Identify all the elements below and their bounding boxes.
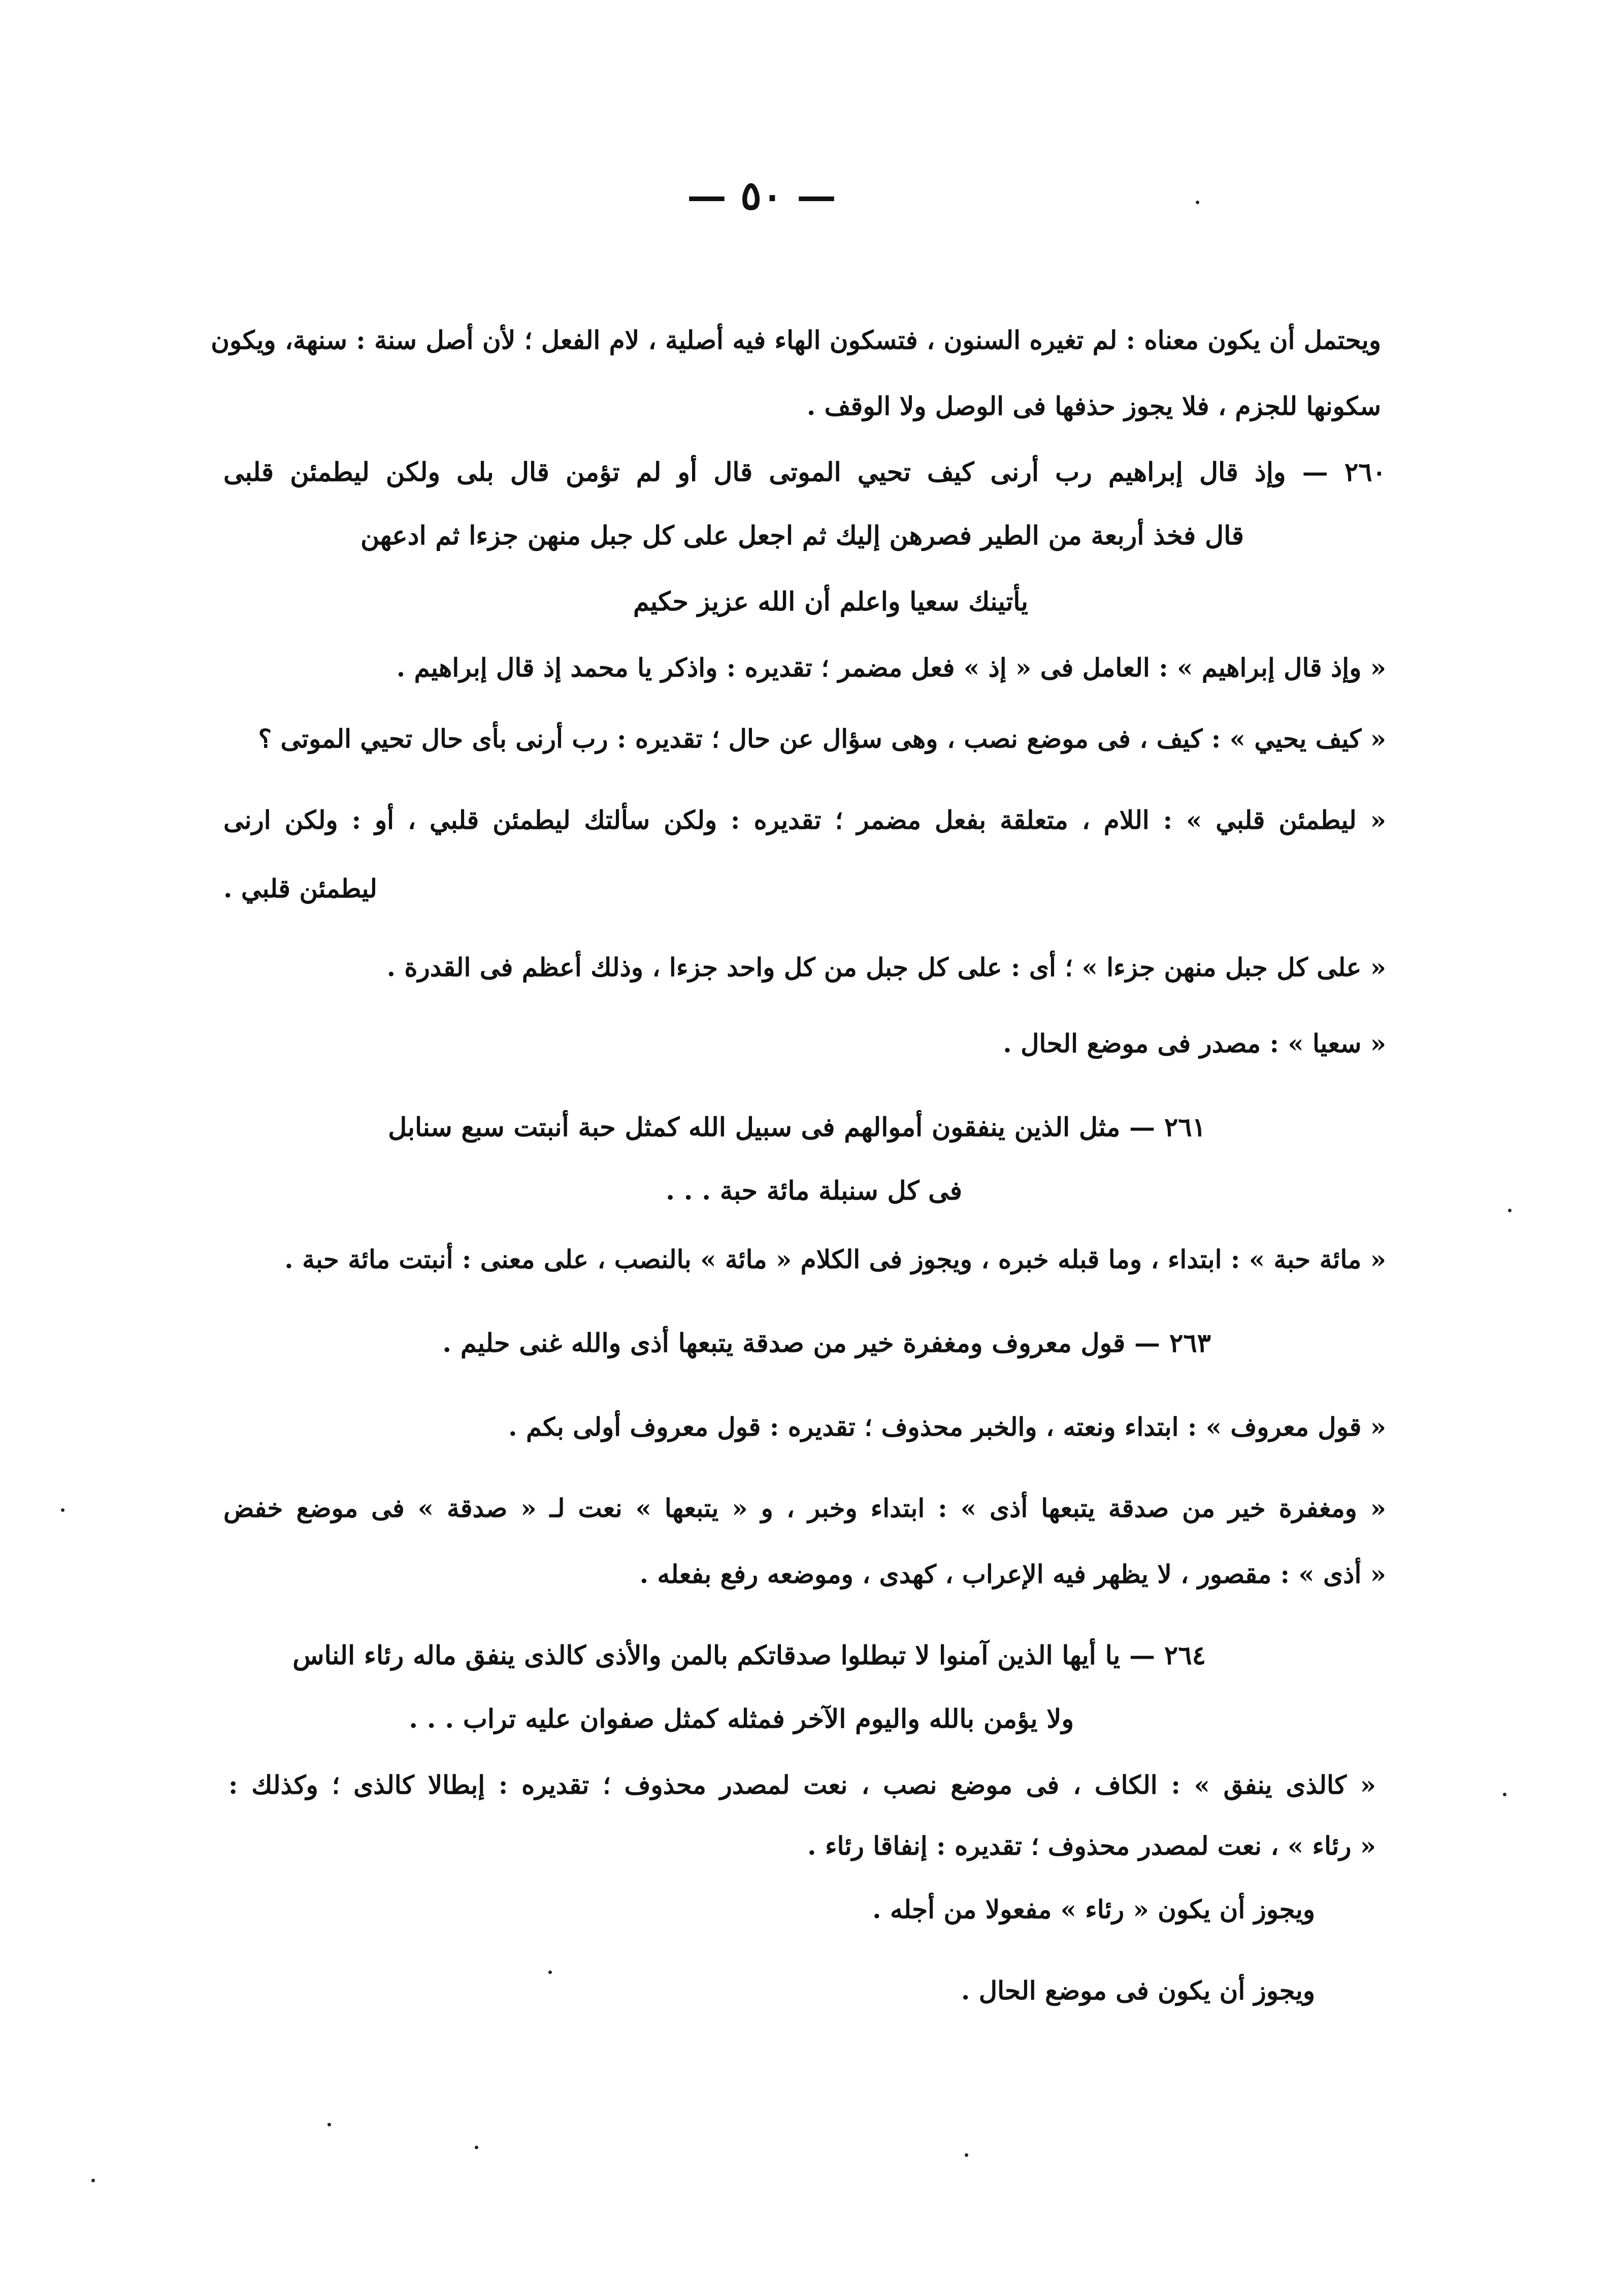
verse-261-line-2: فى كل سنبلة مائة حبة . . . (666, 1176, 962, 1206)
commentary-line-4: ليطمئن قلبي . (223, 874, 377, 903)
commentary-line-1: « وإذ قال إبراهيم » : العامل فى « إذ » فعل مضمر ؛ تقديره : واذكر يا محمد إذ قال إبراهيم . (396, 653, 1386, 683)
verse-260-line-3: يأتينك سعيا واعلم أن الله عزيز حكيم (633, 587, 1028, 617)
commentary-line-7: « مائة حبة » : ابتداء ، وما قبله خبره ، ويجوز فى الكلام « مائة » بالنصب ، على معنى : أنبتت مائة حبة . (284, 1244, 1386, 1274)
scan-speck (61, 1508, 64, 1512)
verse-264-line-2: ولا يؤمن بالله واليوم الآخر فمثله كمثل صفوان عليه تراب . . . (409, 1704, 1074, 1734)
commentary-line-5: « على كل جبل منهن جزءا » ؛ أى : على كل جبل من كل واحد جزءا ، وذلك أعظم فى القدرة . (386, 952, 1386, 982)
scan-speck (1503, 1793, 1506, 1796)
verse-260-line-1: ٢٦٠ — وإذ قال إبراهيم رب أرنى كيف تحيي الموتى قال أو لم تؤمن قال بلى ولكن ليطمئن قلبى (223, 457, 1386, 488)
verse-261-line-1: ٢٦١ — مثل الذين ينفقون أموالهم فى سبيل الله كمثل حبة أنبتت سبع سنابل (388, 1112, 1206, 1143)
scan-speck (1196, 201, 1199, 204)
scan-speck (548, 1970, 552, 1974)
scan-speck (327, 2123, 331, 2126)
verse-260-line-2: قال فخذ أربعة من الطير فصرهن إليك ثم اجعل على كل جبل منهن جزءا ثم ادعهن (360, 521, 1244, 551)
text-line-2: سكونها للجزم ، فلا يجوز حذفها فى الوصل ولا الوقف . (806, 391, 1381, 421)
commentary-line-3: « ليطمئن قلبي » : اللام ، متعلقة بفعل مضمر ؛ تقديره : ولكن سألتك ليطمئن قلبي ، أو : ولكن ارنى (223, 805, 1386, 835)
scan-speck (91, 2179, 95, 2182)
commentary-line-10: « أذى » : مقصور ، لا يظهر فيه الإعراب ، كهدى ، وموضعه رفع بفعله . (639, 1559, 1386, 1589)
page-number: — ٥٠ — (686, 173, 837, 219)
scan-speck (1508, 1209, 1512, 1212)
commentary-line-6: « سعيا » : مصدر فى موضع الحال . (1003, 1028, 1386, 1058)
commentary-line-8: « قول معروف » : ابتداء ونعته ، والخبر محذوف ؛ تقديره : قول معروف أولى بكم . (508, 1412, 1386, 1442)
commentary-line-9: « ومغفرة خير من صدقة يتبعها أذى » : ابتداء وخبر ، و « يتبعها » نعت لـ « صدقة » فى موضع خفض (223, 1493, 1386, 1523)
commentary-line-12: « رئاء » ، نعت لمصدر محذوف ؛ تقديره : إنفاقا رئاء . (807, 1831, 1376, 1861)
commentary-line-2: « كيف يحيي » : كيف ، فى موضع نصب ، وهى سؤال عن حال ؛ تقديره : رب أرنى بأى حال تحيي الموتى ؟ (258, 724, 1386, 754)
commentary-line-14: ويجوز أن يكون فى موضع الحال . (961, 1976, 1315, 2006)
commentary-line-13: ويجوز أن يكون « رئاء » مفعولا من أجله . (872, 1894, 1315, 1924)
verse-264-line-1: ٢٦٤ — يا أيها الذين آمنوا لا تبطلوا صدقاتكم بالمن والأذى كالذى ينفق ماله رئاء الناس (292, 1640, 1206, 1671)
scan-speck (965, 2153, 968, 2157)
scan-speck (475, 2146, 478, 2149)
verse-263: ٢٦٣ — قول معروف ومغفرة خير من صدقة يتبعها أذى والله غنى حليم . (442, 1328, 1211, 1359)
commentary-line-11: « كالذى ينفق » : الكاف ، فى موضع نصب ، نعت لمصدر محذوف ؛ تقديره : إبطالا كالذى ؛ وكذلك : (228, 1770, 1376, 1800)
text-line-1: ويحتمل أن يكون معناه : لم تغيره السنون ، فتسكون الهاء فيه أصلية ، لام الفعل ؛ لأن أصل سنة : سنهة، ويكون (211, 325, 1381, 355)
